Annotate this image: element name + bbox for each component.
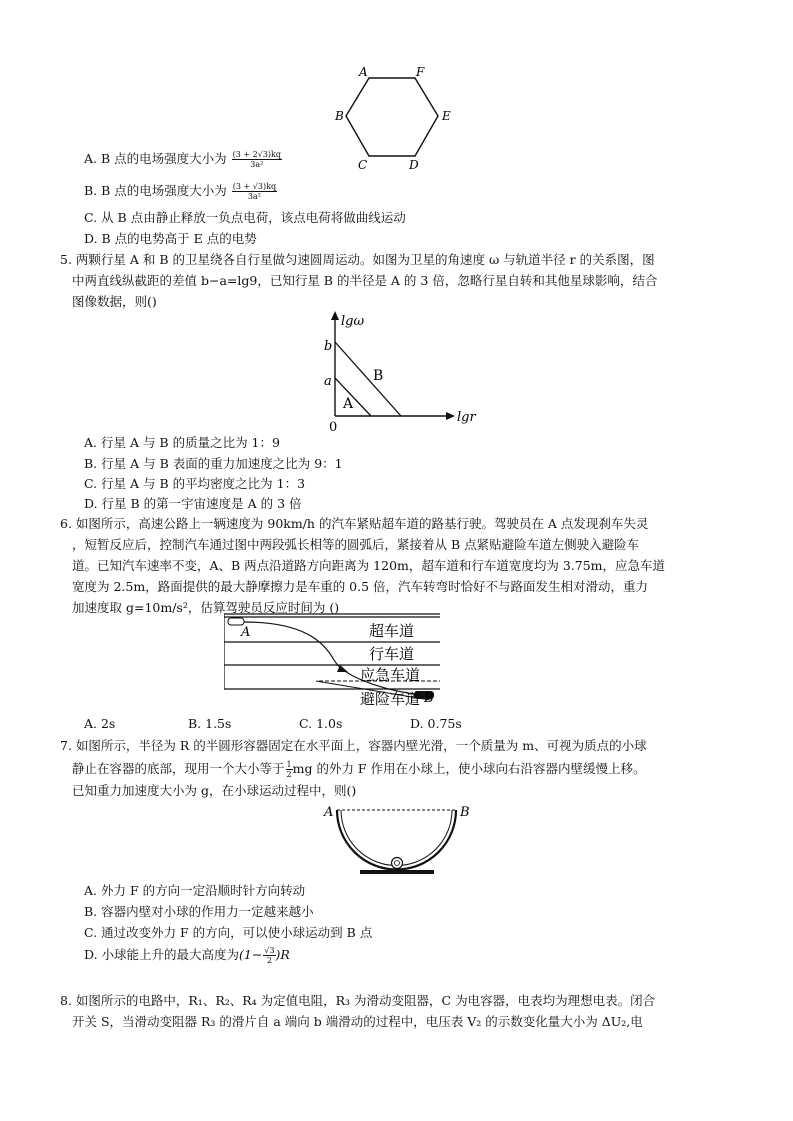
q6-option-d: D. 0.75s: [410, 716, 462, 731]
lane-driving: 行车道: [369, 645, 415, 663]
intercept-b: b: [324, 339, 333, 354]
q8-stem-line2: 开关 S，当滑动变阻器 R₃ 的滑片自 a 端向 b 端滑动的过程中，电压表 V₂ 的示数变化量大小为 ΔU₂,电: [72, 1014, 643, 1029]
q8-stem-line1: 8. 如图所示的电路中，R₁、R₂、R₄ 为定值电阻，R₃ 为滑动变阻器，C 为电容器，电表均为理想电表。闭合: [60, 993, 656, 1008]
intercept-a: a: [324, 374, 332, 389]
q5-option-c: C. 行星 A 与 B 的平均密度之比为 1：3: [84, 476, 306, 491]
lane-escape: 避险车道: [360, 690, 421, 708]
q6-stem-line2: ，短暂反应后，控制汽车通过图中两段弧长相等的圆弧后，紧接着从 B 点紧贴避险车道左侧驶入避险车: [72, 537, 640, 552]
q5-stem-line1: 5. 两颗行星 A 和 B 的卫星绕各自行星做匀速圆周运动。如图为卫星的角速度 ω 与轨道半径 r 的关系图，图: [60, 252, 655, 267]
line-B-label: B: [373, 368, 384, 384]
rim-point-B: B: [460, 805, 470, 820]
x-axis-label: lgr: [457, 410, 476, 425]
vertex-B: B: [335, 109, 344, 123]
q7-option-a: A. 外力 F 的方向一定沿顺时针方向转动: [84, 883, 306, 898]
q7-option-c: C. 通过改变外力 F 的方向，可以使小球运动到 B 点: [84, 925, 373, 940]
q6-stem-line1: 6. 如图所示，高速公路上一辆速度为 90km/h 的汽车紧贴超车道的路基行驶。驾驶员在 A 点发现刹车失灵: [60, 516, 649, 531]
semicircle-container-figure: [320, 798, 470, 880]
q7-stem-line2: 静止在容器的底部，现用一个大小等于 $\frac{1}{2}$ mg 的外力 F 作用在小球上，使小球向右沿容器内壁缓慢上移。: [72, 760, 646, 779]
lane-overtaking: 超车道: [369, 622, 415, 640]
lane-emergency: 应急车道: [360, 666, 421, 684]
q5-option-b: B. 行星 A 与 B 表面的重力加速度之比为 9：1: [84, 456, 343, 471]
q4-option-b: B. B 点的电场强度大小为 $\frac{(3 + √3)kq}{\text{3a²}}$: [84, 182, 277, 201]
q6-option-a: A. 2s: [84, 716, 116, 731]
origin-label: 0: [329, 420, 338, 434]
q6-option-c: C. 1.0s: [299, 716, 343, 731]
q6-stem-line3: 道。已知汽车速率不变，A、B 两点沿道路方向距离为 120m，超车道和行车道宽度均为 3.75m，应急车道: [72, 558, 666, 573]
q6-stem-line4: 宽度为 2.5m，路面提供的最大静摩擦力是车重的 0.5 倍，汽车转弯时恰好不与路面发生相对滑动，重力: [72, 579, 649, 594]
q6-option-b: B. 1.5s: [188, 716, 232, 731]
q7-stem-line1: 7. 如图所示，半径为 R 的半圆形容器固定在水平面上，容器内壁光滑，一个质量为 m、可视为质点的小球: [60, 738, 647, 753]
q5-option-d: D. 行星 B 的第一宇宙速度是 A 的 3 倍: [84, 496, 302, 511]
lgw-lgr-graph: [315, 308, 485, 434]
q4-option-a: A. B 点的电场强度大小为 $\frac{(3 + 2√3)kq}{\text{3a²}}$: [84, 150, 281, 169]
line-A-label: A: [343, 396, 354, 412]
y-axis-label: lgω: [341, 314, 365, 329]
fraction-root3-over-2: $\frac{√3}{2}$: [264, 946, 275, 965]
q5-option-a: A. 行星 A 与 B 的质量之比为 1：9: [84, 435, 280, 450]
q4-option-d: D. B 点的电势高于 E 点的电势: [84, 231, 257, 246]
q5-stem-line3: 图像数据，则(): [72, 294, 157, 309]
vertex-D: D: [409, 158, 419, 170]
q6-stem-line5: 加速度取 g=10m/s²，估算驾驶员反应时间为 (): [72, 600, 340, 615]
vertex-F: F: [416, 65, 425, 79]
q7-option-b: B. 容器内壁对小球的作用力一定越来越小: [84, 904, 314, 919]
q5-stem-line2: 中两直线纵截距的差值 b−a=lg9，已知行星 B 的半径是 A 的 3 倍，忽略行星自转和其他星球影响，结合: [72, 273, 658, 288]
q7-option-d: D. 小球能上升的最大高度为(1− $\frac{√3}{2}$ )R: [84, 946, 290, 965]
rim-point-A: A: [324, 805, 334, 820]
vertex-C: C: [358, 158, 368, 170]
vertex-A: A: [359, 65, 368, 79]
hexagon-figure: [325, 62, 455, 170]
fraction: $\frac{(3 + √3)kq}{\text{3a²}}$: [232, 182, 277, 201]
point-B: B: [424, 691, 434, 706]
fraction: $\frac{(3 + 2√3)kq}{\text{3a²}}$: [232, 150, 281, 169]
q7-stem-line3: 已知重力加速度大小为 g，在小球运动过程中，则(): [72, 783, 357, 798]
point-A: A: [241, 625, 251, 640]
highway-figure: [224, 612, 442, 712]
q4-option-c: C. 从 B 点由静止释放一负点电荷，该点电荷将做曲线运动: [84, 210, 406, 225]
fraction-one-half: $\frac{1}{2}$: [286, 760, 292, 779]
vertex-E: E: [442, 109, 451, 123]
